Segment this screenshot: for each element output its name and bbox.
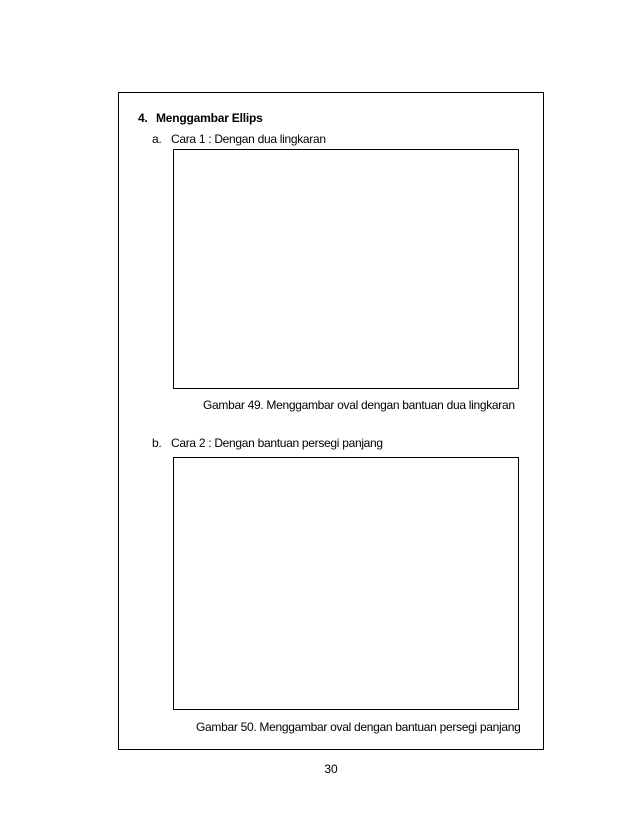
sub-item-a	[152, 132, 326, 146]
sub-item-b	[152, 436, 383, 450]
figure-49-placeholder	[173, 149, 519, 389]
sub-item-letter: a.	[152, 132, 162, 146]
sub-item-label: Cara 2 : Dengan bantuan persegi panjang	[171, 436, 383, 450]
sub-item-letter: b.	[152, 436, 162, 450]
sub-item-label: Cara 1 : Dengan dua lingkaran	[171, 132, 326, 146]
figure-49-caption: Gambar 49. Menggambar oval dengan bantuan dua lingkaran	[203, 398, 515, 412]
page-number: 30	[324, 762, 338, 776]
figure-50-caption: Gambar 50. Menggambar oval dengan bantuan persegi panjang	[196, 720, 521, 734]
section-heading	[138, 111, 263, 125]
section-number: 4.	[138, 111, 148, 125]
section-title: Menggambar Ellips	[156, 111, 263, 125]
figure-50-placeholder	[173, 457, 519, 710]
